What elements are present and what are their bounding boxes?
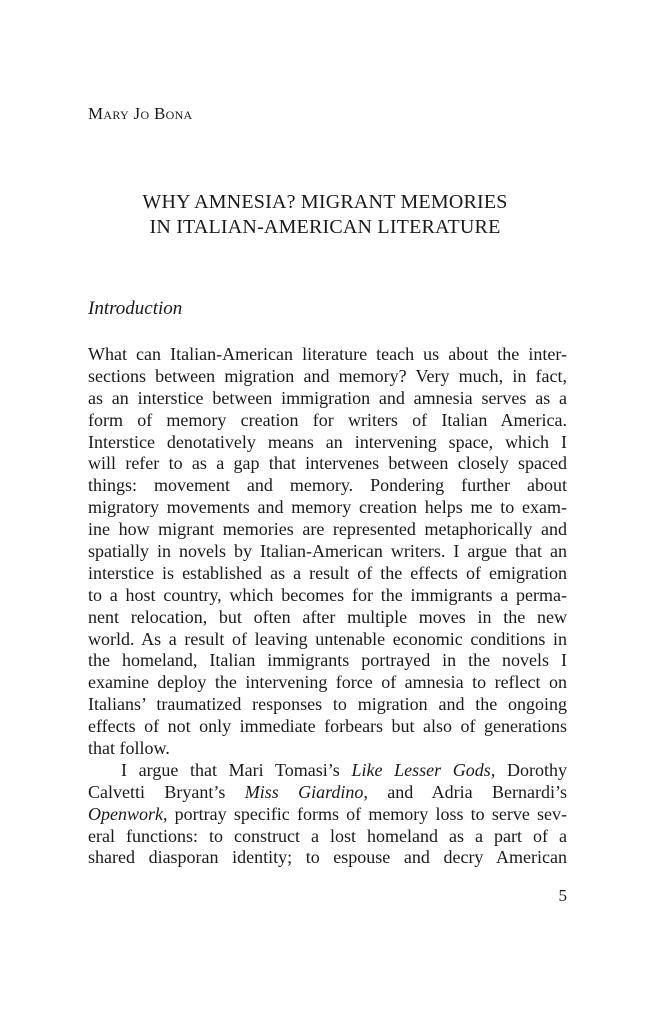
text-line: as an interstice between immigration and amnesia serves as a (88, 387, 567, 408)
text-line (88, 782, 567, 804)
text-line: shared diasporan identity; to espouse and decry American (88, 847, 567, 868)
text-line (88, 804, 567, 826)
text-line: Interstice denotatively means an intervening space, which I (88, 431, 567, 452)
text-line: eral functions: to construct a lost homeland as a part of a (88, 825, 567, 846)
book-title: Openwork (88, 803, 163, 824)
text-line: What can Italian-American literature teach us about the inter- (88, 344, 567, 364)
body-text (88, 344, 567, 869)
text-line: Italians’ traumatized responses to migration and the ongoing (88, 694, 567, 715)
text-line: to a host country, which becomes for the immigrants a perma- (88, 584, 567, 605)
article-title (88, 190, 562, 240)
text-line: form of memory creation for writers of Italian America. (88, 409, 567, 430)
text-line: spatially in novels by Italian-American writers. I argue that an (88, 541, 567, 562)
text-run: I argue that Mari Tomasi’s (121, 759, 352, 780)
section-heading: Introduction (88, 298, 183, 319)
text-line: nent relocation, but often after multiple moves in the new (88, 606, 567, 627)
text-run: , and Adria Bernardi’s (363, 781, 567, 802)
text-line: that follow. (88, 738, 170, 759)
text-line: migratory movements and memory creation helps me to exam- (88, 497, 567, 518)
page-number: 5 (558, 886, 567, 905)
book-title: Miss Giardino (244, 781, 364, 802)
text-line: things: movement and memory. Pondering further about (88, 475, 567, 496)
text-line: examine deploy the intervening force of amnesia to reflect on (88, 672, 567, 693)
title-line: WHY AMNESIA? MIGRANT MEMORIES (142, 191, 508, 213)
text-run: , portray specific forms of memory loss to serve sev- (163, 803, 567, 824)
text-line: sections between migration and memory? Very much, in fact, (88, 365, 567, 386)
text-line: interstice is established as a result of the effects of emigration (88, 562, 567, 583)
book-title: Like Lesser Gods (351, 759, 491, 780)
text-run: Calvetti Bryant’s (88, 781, 245, 802)
text-line: world. As a result of leaving untenable economic conditions in (88, 628, 567, 649)
text-line: will refer to as a gap that intervenes between closely spaced (88, 453, 567, 474)
text-line: ine how migrant memories are represented metaphorically and (88, 519, 567, 540)
text-line: effects of not only immediate forbears but also of generations (88, 716, 567, 737)
title-line: IN ITALIAN-AMERICAN LITERATURE (149, 216, 501, 238)
text-run: , Dorothy (490, 759, 568, 780)
text-line: the homeland, Italian immigrants portrayed in the novels I (88, 650, 567, 671)
text-line (88, 760, 567, 782)
author-running-head: Mary Jo Bona (88, 104, 193, 123)
